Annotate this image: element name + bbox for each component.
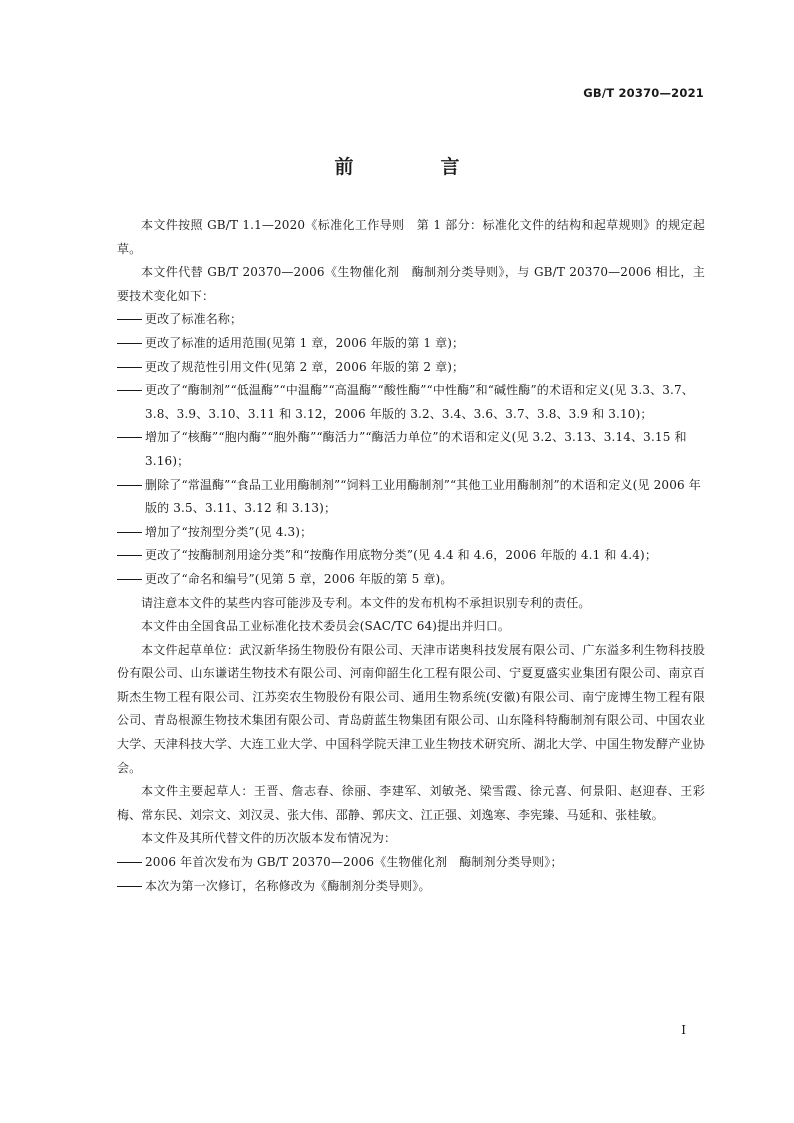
patent-notice-paragraph: 请注意本文件的某些内容可能涉及专利。本文件的发布机构不承担识别专利的责任。 bbox=[141, 595, 591, 610]
list-item: 2006 年首次发布为 GB/T 20370—2006《生物催化剂 酶制剂分类导则》； bbox=[117, 851, 705, 875]
page-title: 前 言 bbox=[334, 156, 494, 178]
changes-list bbox=[117, 308, 705, 591]
dash-marker bbox=[117, 532, 142, 533]
committee-paragraph: 本文件由全国食品工业标准化技术委员会(SAC/TC 64)提出并归口。 bbox=[141, 619, 510, 634]
history-intro-paragraph: 本文件及其所代替文件的历次版本发布情况为： bbox=[141, 831, 397, 846]
drafters-paragraph: 本文件主要起草人：王晋、詹志春、徐丽、李建军、刘敏尧、梁雪霞、徐元喜、何景阳、赵迎春、王彩梅、常东民、刘宗文、刘汉灵、张大伟、邵静、郭庆文、江正强、刘逸寒、李宪臻、马延和、张桂敏。 bbox=[117, 784, 705, 822]
list-item: 本次为第一次修订，名称修改为《酶制剂分类导则》。 bbox=[117, 875, 705, 899]
list-item: 增加了“按剂型分类”(见 4.3)； bbox=[117, 521, 705, 545]
dash-marker bbox=[117, 886, 142, 887]
list-item: 更改了“按酶制剂用途分类”和“按酶作用底物分类”(见 4.4 和 4.6，2006 年版的 4.1 和 4.4)； bbox=[117, 544, 705, 568]
dash-marker bbox=[117, 862, 142, 863]
dash-marker bbox=[117, 485, 142, 486]
list-item: 更改了标准的适用范围(见第 1 章，2006 年版的第 1 章)； bbox=[117, 332, 705, 356]
page-number: I bbox=[681, 1023, 686, 1037]
history-list bbox=[117, 851, 705, 898]
dash-marker bbox=[117, 555, 142, 556]
dash-marker bbox=[117, 579, 142, 580]
dash-marker bbox=[117, 319, 142, 320]
list-item: 更改了标准名称； bbox=[117, 308, 705, 332]
list-item: 更改了“命名和编号”(见第 5 章，2006 年版的第 5 章)。 bbox=[117, 568, 705, 592]
list-item: 增加了“核酶”“胞内酶”“胞外酶”“酶活力”“酶活力单位”的术语和定义(见 3.2、3.13、3.14、3.15 和 3.16)； bbox=[117, 426, 705, 473]
document-code: GB/T 20370—2021 bbox=[583, 86, 704, 100]
dash-marker bbox=[117, 343, 142, 344]
foreword-body bbox=[117, 214, 705, 898]
dash-marker bbox=[117, 390, 142, 391]
replacement-paragraph: 本文件代替 GB/T 20370—2006《生物催化剂 酶制剂分类导则》，与 GB/T 20370—2006 相比，主要技术变化如下： bbox=[117, 265, 705, 303]
drafting-units-paragraph: 本文件起草单位：武汉新华扬生物股份有限公司、天津市诺奥科技发展有限公司、广东溢多利生物科技股份有限公司、山东谦诺生物技术有限公司、河南仰韶生化工程有限公司、宁夏夏盛实业集团有限公司、南京百斯杰生物工程有限公司、江苏奕农生物股份有限公司、通用生物系统(安徽)有限公司、南宁庞博生物工程有限公司、青岛根源生物技术集团有限公司、青岛蔚蓝生物集团有限公司、山东隆科特酶制剂有限公司、中国农业大学、天津科技大学、大连工业大学、中国科学院天津工业生物技术研究所、湖北大学、中国生物发酵产业协会。 bbox=[117, 642, 705, 775]
drafting-basis-paragraph: 本文件按照 GB/T 1.1—2020《标准化工作导则 第 1 部分：标准化文件的结构和起草规则》的规定起草。 bbox=[117, 218, 705, 256]
list-item: 更改了“酶制剂”“低温酶”“中温酶”“高温酶”“酸性酶”“中性酶”和“碱性酶”的术语和定义(见 3.3、3.7、3.8、3.9、3.10、3.11 和 3.12，2006 年版的 3.2、3.4、3.6、3.7、3.8、3.9 和 3.10)； bbox=[117, 379, 705, 426]
dash-marker bbox=[117, 437, 142, 438]
list-item: 更改了规范性引用文件(见第 2 章，2006 年版的第 2 章)； bbox=[117, 356, 705, 380]
dash-marker bbox=[117, 367, 142, 368]
list-item: 删除了“常温酶”“食品工业用酶制剂”“饲料工业用酶制剂”“其他工业用酶制剂”的术语和定义(见 2006 年版的 3.5、3.11、3.12 和 3.13)； bbox=[117, 474, 705, 521]
